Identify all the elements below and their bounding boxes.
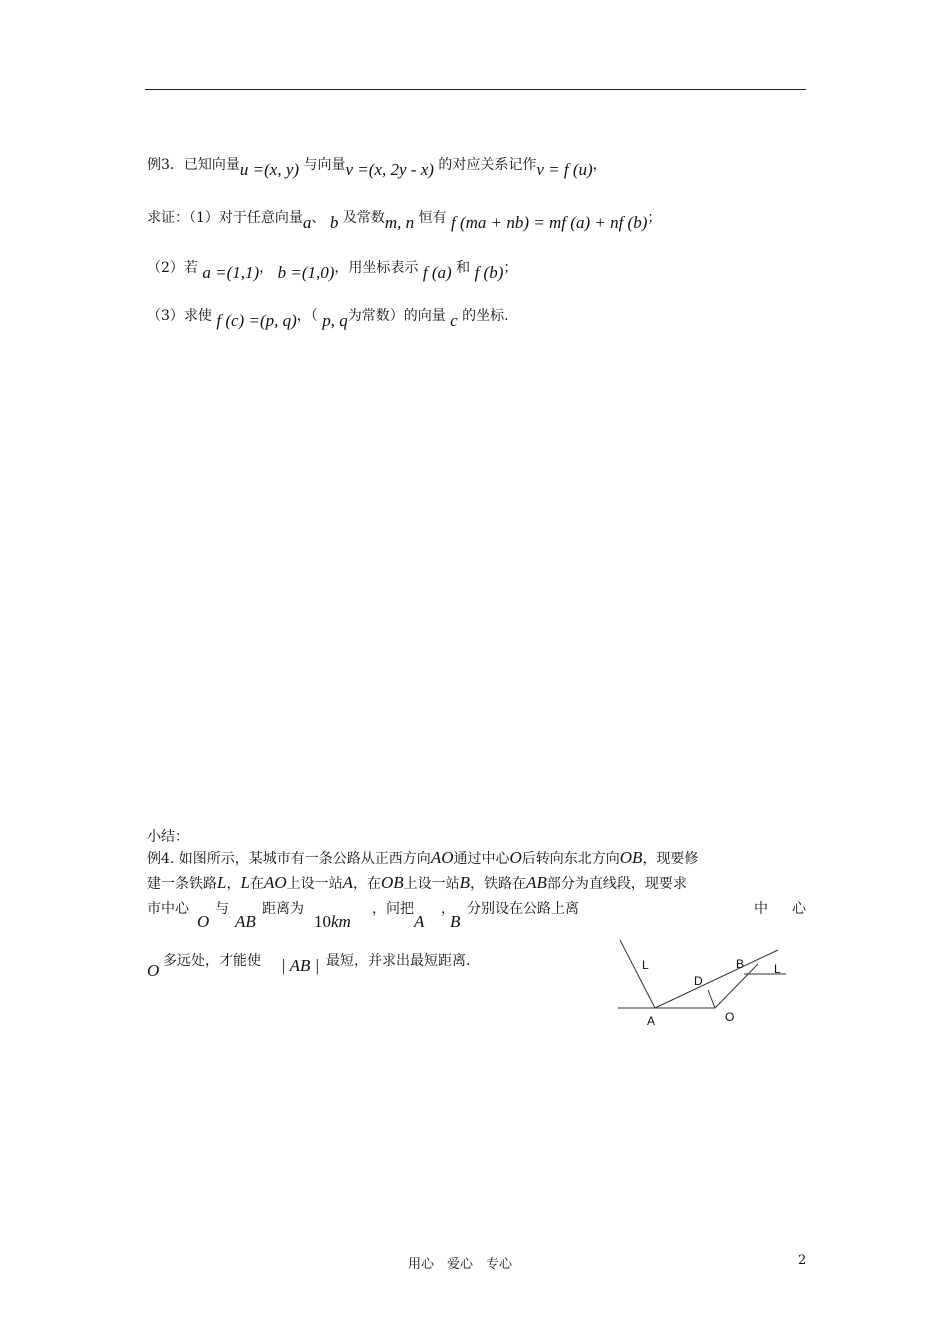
text: 、 xyxy=(311,210,326,226)
text: ， xyxy=(592,157,607,173)
constants-pq: p, q xyxy=(322,311,348,330)
ex3-line-3 xyxy=(147,257,518,282)
text: ； xyxy=(503,260,518,276)
label-A: A xyxy=(647,1014,656,1028)
text: 分别设在公路上离 xyxy=(467,901,579,917)
text: 求证：（1）对于任意向量 xyxy=(147,210,303,226)
segment-AB-line xyxy=(655,950,778,1008)
label-B: B xyxy=(736,957,745,971)
text: 的坐标. xyxy=(462,308,509,324)
label-L-left: L xyxy=(642,958,649,972)
summary-label: 小结： xyxy=(147,829,189,845)
f-of-a: f (a) xyxy=(422,263,452,282)
text: 的对应关系记作 xyxy=(438,157,537,173)
text: 建一条铁路 xyxy=(147,876,217,892)
station-A: A xyxy=(414,912,425,931)
label-D: D xyxy=(694,974,703,988)
text: 上设一站 xyxy=(286,876,343,892)
railway-L: L xyxy=(240,873,250,892)
text: 为常数）的向量 xyxy=(347,308,446,324)
text: 与 xyxy=(215,901,229,917)
v-equals-f-u: v = f (u) xyxy=(536,160,593,179)
ex3-line-1 xyxy=(147,154,607,179)
segment-AO: AO xyxy=(263,873,287,892)
point-O: O xyxy=(197,912,210,931)
ex3-intro-text: 例3．已知向量 xyxy=(147,157,240,173)
vector-b: b xyxy=(329,213,339,232)
station-B: B xyxy=(459,873,471,892)
text: 后转向东北方向 xyxy=(521,851,620,867)
text: ，铁路在 xyxy=(470,876,527,892)
text: 上设一站 xyxy=(403,876,460,892)
abs-AB: | AB | xyxy=(281,956,320,975)
text: 通过中心 xyxy=(453,851,510,867)
segment-AO: AO xyxy=(430,848,454,867)
point-O: O xyxy=(509,848,522,867)
text: 及常数 xyxy=(342,210,385,226)
label-L-right: L xyxy=(774,962,781,976)
text: ， xyxy=(226,876,241,892)
text: 心 xyxy=(792,901,806,917)
station-B: B xyxy=(450,912,461,931)
text: ， xyxy=(259,260,274,276)
unit: km xyxy=(331,912,351,931)
ex4-line-3-text: 市中心 xyxy=(147,901,189,917)
text: 中 xyxy=(754,901,768,917)
v-definition: v =(x, 2y - x) xyxy=(345,160,434,179)
text: 部分为直线段，现要求 xyxy=(546,876,687,892)
text: 恒有 xyxy=(418,210,447,226)
segment-OB: OB xyxy=(619,848,643,867)
railway-L-line xyxy=(620,940,655,1008)
page-number: 2 xyxy=(798,1253,807,1268)
vector-a: a xyxy=(302,213,312,232)
text: 与向量 xyxy=(303,157,346,173)
perpendicular-OD xyxy=(708,990,715,1008)
label-O: O xyxy=(725,1010,735,1024)
text: ，（ xyxy=(296,308,318,324)
railway-L: L xyxy=(217,873,227,892)
point-O: O xyxy=(147,961,160,980)
distance-10km: 10km xyxy=(314,912,351,931)
station-A: A xyxy=(342,873,353,892)
text: 多远处，才能使 xyxy=(163,953,261,969)
text: 最短，并求出最短距离. xyxy=(326,953,471,969)
header-rule xyxy=(145,89,806,90)
ex4-line-1 xyxy=(147,848,698,868)
f-of-c: f (c) =(p, q) xyxy=(216,311,297,330)
text: 在 xyxy=(249,876,264,892)
text: （2）若 xyxy=(147,260,198,276)
segment-OB: OB xyxy=(381,873,404,892)
footer-motto: 用心 爱心 专心 xyxy=(408,1257,513,1272)
text: ； xyxy=(647,210,662,226)
text: 距离为 xyxy=(262,901,304,917)
ex4-line-2 xyxy=(147,873,687,893)
a-value: a =(1,1) xyxy=(202,263,260,282)
constants-mn: m, n xyxy=(384,213,415,232)
linearity-formula: f (ma + nb) = mf (a) + nf (b) xyxy=(451,213,648,232)
b-value: b =(1,0) xyxy=(277,263,335,282)
text: ， xyxy=(441,901,455,917)
text: 例4. 如图所示，某城市有一条公路从正西方向 xyxy=(147,851,431,867)
ex3-line-2 xyxy=(147,207,662,232)
u-definition: u =(x, y) xyxy=(239,160,300,179)
text: 和 xyxy=(456,260,471,276)
f-of-b: f (b) xyxy=(474,263,504,282)
road-railway-figure xyxy=(610,932,800,1028)
vector-c: c xyxy=(450,311,458,330)
ex3-line-4 xyxy=(147,305,509,330)
text: ，现要修 xyxy=(642,851,699,867)
text: （3）求使 xyxy=(147,308,212,324)
segment-AB: AB xyxy=(235,912,256,931)
text: ，问把 xyxy=(372,901,414,917)
text: ，在 xyxy=(353,876,381,892)
text: ，用坐标表示 xyxy=(334,260,419,276)
segment-AB: AB xyxy=(526,873,547,892)
